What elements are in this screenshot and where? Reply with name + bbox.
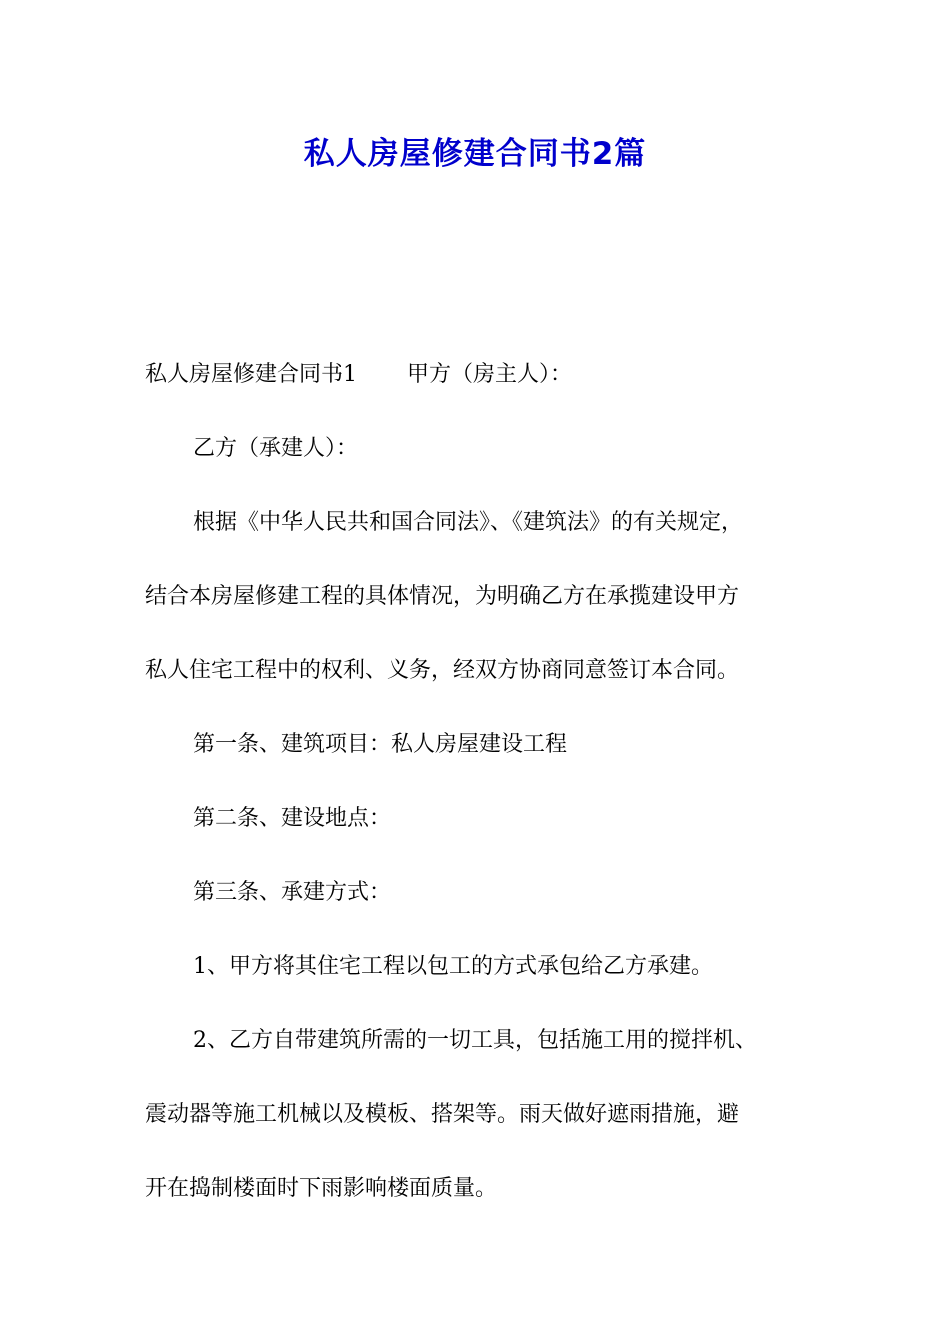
article-3: 第三条、承建方式： — [193, 880, 392, 905]
contract-heading: 私人房屋修建合同书1 — [145, 362, 357, 387]
article-2: 第二条、建设地点： — [193, 806, 392, 831]
document-title: 私人房屋修建合同书2篇 — [303, 136, 647, 172]
clause-2-continued: 开在捣制楼面时下雨影响楼面质量。 — [145, 1176, 498, 1201]
contract-heading-line — [145, 338, 835, 412]
paragraph-line: 结合本房屋修建工程的具体情况，为明确乙方在承揽建设甲方 — [145, 584, 740, 609]
clause-2: 2、乙方自带建筑所需的一切工具，包括施工用的搅拌机、 — [193, 1028, 757, 1053]
paragraph-line: 根据《中华人民共和国合同法》、《建筑法》的有关规定， — [193, 510, 744, 535]
clause-2-continued: 震动器等施工机械以及模板、搭架等。雨天做好遮雨措施，避 — [145, 1102, 740, 1127]
article-1: 第一条、建筑项目：私人房屋建设工程 — [193, 732, 568, 757]
party-a-label: 甲方（房主人）： — [407, 362, 573, 387]
party-b-label: 乙方（承建人）： — [193, 436, 359, 461]
clause-1: 1、甲方将其住宅工程以包工的方式承包给乙方承建。 — [193, 954, 713, 979]
document-body — [145, 338, 835, 1226]
paragraph-line: 私人住宅工程中的权利、义务，经双方协商同意签订本合同。 — [145, 658, 740, 683]
